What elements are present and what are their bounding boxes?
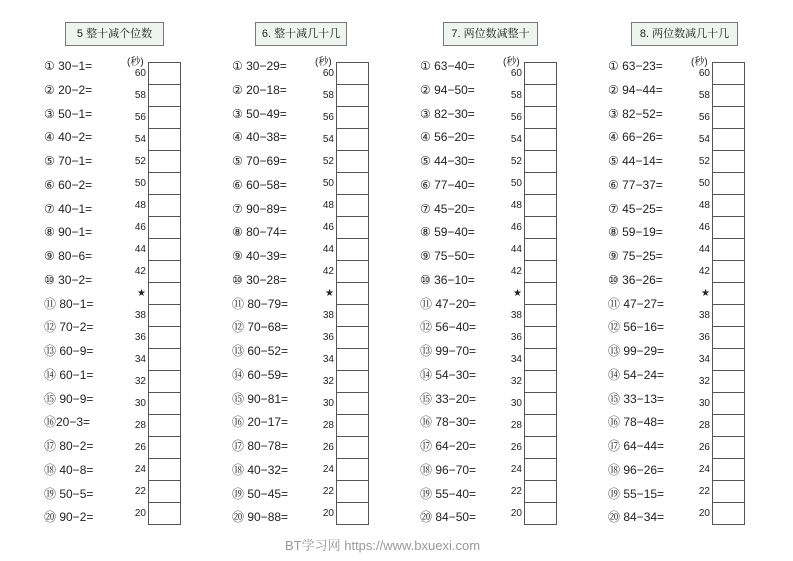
problem: ⑰ 80−2= [44,439,94,453]
problem: ⑫ 56−16= [608,320,665,335]
timer-cell[interactable] [149,393,180,415]
timer-cell[interactable] [337,459,368,481]
timer-cell[interactable] [713,481,744,503]
timer-cell[interactable] [525,437,556,459]
scale-label: 32 [322,376,334,387]
problem: ⑭ 60−59= [232,367,289,382]
scale-label: 24 [134,464,146,475]
timer-cell[interactable] [149,481,180,503]
unit-label: (秒) [503,57,520,68]
problem: ⑱ 96−70= [420,462,477,477]
unit-label: (秒) [691,57,708,68]
problem: ⑥ 77−40= [420,177,475,192]
timer-cell[interactable] [525,459,556,481]
scale-label: 32 [698,376,710,387]
section-5 [44,0,234,561]
scale-label: 30 [322,398,334,409]
section-7 [420,0,610,561]
scale-label: 34 [322,354,334,365]
timer-cell[interactable] [525,217,556,239]
section-8 [608,0,793,561]
problem: ⑬ 99−29= [608,344,665,358]
problem: ⑲ 50−5= [44,486,94,501]
scale-label: 48 [510,200,522,211]
timer-cell[interactable] [713,459,744,481]
timer-cell[interactable] [337,305,368,327]
scale-label: 46 [510,222,522,233]
timer-cell[interactable] [713,349,744,371]
scale-label: ★ [513,288,522,299]
problem: ⑩ 30−28= [232,272,287,287]
scale-label: 30 [134,398,146,409]
timer-cell[interactable] [713,107,744,129]
timer-box [336,62,369,525]
scale-label: 44 [510,244,522,255]
problem: ⑨ 40−39= [232,249,287,263]
scale-label: ★ [137,288,146,299]
problem: ⑯ 20−17= [232,415,289,430]
problem: ② 94−44= [608,82,663,97]
timer-cell[interactable] [337,151,368,173]
problem: ⑦ 45−25= [608,201,663,216]
problem: ⑮ 90−9= [44,391,94,406]
timer-cell[interactable] [149,195,180,217]
timer-cell[interactable] [525,349,556,371]
scale-label: 22 [698,486,710,497]
problem: ⑳ 90−88= [232,510,289,525]
section-6 [232,0,422,561]
problem: ⑩ 30−2= [44,272,93,287]
problem: ⑤ 70−69= [232,154,287,168]
timer-cell[interactable] [337,415,368,437]
timer-cell[interactable] [337,173,368,195]
scale-label: 20 [510,508,522,519]
timer-cell[interactable] [713,195,744,217]
watermark: BT学习网 https://www.bxuexi.com [285,538,481,553]
scale-label: 36 [134,332,146,343]
scale-label: 20 [134,508,146,519]
scale-label: 48 [322,200,334,211]
scale-label: 34 [698,354,710,365]
timer-cell[interactable] [713,173,744,195]
timer-cell[interactable] [337,503,368,525]
timer-cell[interactable] [149,239,180,261]
timer-cell[interactable] [525,129,556,151]
timer-cell[interactable] [713,63,744,85]
scale-label: 42 [510,266,522,277]
timer-cell[interactable] [525,195,556,217]
scale-label: 26 [322,442,334,453]
problem: ⑮ 33−20= [420,391,477,406]
scale-label: 24 [698,464,710,475]
problem: ⑧ 59−40= [420,225,475,240]
problem: ⑤ 44−30= [420,154,475,168]
scale-label: 36 [322,332,334,343]
timer-cell[interactable] [525,107,556,129]
scale-label: 58 [698,90,710,101]
timer-cell[interactable] [525,305,556,327]
scale-label: 52 [322,156,334,167]
problem: ⑫ 70−68= [232,320,289,335]
problem: ⑪ 80−1= [44,296,94,311]
scale-label: 38 [510,310,522,321]
timer-cell[interactable] [337,283,368,305]
problem: ⑱ 96−26= [608,462,665,477]
timer-cell[interactable] [525,371,556,393]
timer-cell[interactable] [337,371,368,393]
timer-cell[interactable] [525,503,556,525]
scale-label: 28 [134,420,146,431]
timer-cell[interactable] [149,459,180,481]
timer-cell[interactable] [713,85,744,107]
scale-label: 60 [510,68,522,79]
timer-cell[interactable] [713,261,744,283]
scale-label: 34 [510,354,522,365]
timer-cell[interactable] [525,327,556,349]
problem: ④ 66−26= [608,130,663,145]
scale-label: 22 [510,486,522,497]
problem: ⑦ 40−1= [44,201,93,216]
problem: ⑨ 75−50= [420,249,475,263]
problem: ⑩ 36−26= [608,272,663,287]
timer-cell[interactable] [149,261,180,283]
timer-cell[interactable] [149,151,180,173]
timer-cell[interactable] [149,85,180,107]
problem: ⑪ 47−20= [420,296,477,311]
timer-cell[interactable] [337,393,368,415]
scale-label: 30 [698,398,710,409]
scale-label: 38 [322,310,334,321]
scale-label: 22 [322,486,334,497]
scale-label: 36 [510,332,522,343]
timer-cell[interactable] [337,195,368,217]
scale-label: 26 [510,442,522,453]
problem: ⑨ 80−6= [44,249,93,263]
scale-label: 42 [698,266,710,277]
scale-label: 28 [322,420,334,431]
problem: ⑲ 50−45= [232,486,289,501]
timer-box [148,62,181,525]
scale-label: 42 [322,266,334,277]
section-title: 6. 整十减几十几 [255,22,347,46]
scale-label: 44 [698,244,710,255]
problem: ⑬ 99−70= [420,344,477,358]
unit-label: (秒) [127,57,144,68]
unit-label: (秒) [315,57,332,68]
problem: ⑲ 55−15= [608,486,665,501]
scale-label: 48 [698,200,710,211]
problem: ⑯20−3= [44,415,91,430]
timer-cell[interactable] [713,393,744,415]
problem: ⑥ 60−58= [232,177,287,192]
problem: ⑯ 78−30= [420,415,477,430]
problem: ⑳ 84−50= [420,510,477,525]
scale-label: 58 [510,90,522,101]
problem: ⑰ 64−20= [420,439,477,453]
problem: ③ 50−49= [232,106,287,121]
problem: ⑥ 77−37= [608,177,663,192]
problem: ① 30−1= [44,59,93,73]
scale-label: 50 [510,178,522,189]
timer-cell[interactable] [149,415,180,437]
section-title: 8. 两位数减几十几 [631,22,738,46]
problem: ⑧ 80−74= [232,225,287,240]
timer-cell[interactable] [525,261,556,283]
scale-label: 46 [698,222,710,233]
timer-cell[interactable] [149,503,180,525]
timer-cell[interactable] [337,85,368,107]
timer-cell[interactable] [149,283,180,305]
timer-cell[interactable] [713,503,744,525]
timer-cell[interactable] [525,415,556,437]
timer-cell[interactable] [525,173,556,195]
scale-label: 56 [134,112,146,123]
scale-label: 20 [322,508,334,519]
scale-label: 44 [322,244,334,255]
problem: ④ 40−38= [232,130,287,145]
timer-cell[interactable] [713,327,744,349]
problem: ⑬ 60−9= [44,344,94,358]
timer-cell[interactable] [337,481,368,503]
problem: ⑤ 70−1= [44,154,93,168]
timer-box [524,62,557,525]
scale-label: 58 [322,90,334,101]
problem: ⑪ 80−79= [232,296,289,311]
scale-label: 50 [698,178,710,189]
scale-label: ★ [325,288,334,299]
problem: ③ 50−1= [44,106,93,121]
scale-label: 36 [698,332,710,343]
timer-cell[interactable] [149,305,180,327]
timer-cell[interactable] [149,107,180,129]
scale-label: 30 [510,398,522,409]
timer-cell[interactable] [149,129,180,151]
scale-label: 60 [322,68,334,79]
timer-cell[interactable] [713,129,744,151]
problem: ⑬ 60−52= [232,344,289,358]
problem: ⑯ 78−48= [608,415,665,430]
scale-label: 58 [134,90,146,101]
timer-cell[interactable] [525,151,556,173]
scale-label: 52 [134,156,146,167]
problem: ⑨ 75−25= [608,249,663,263]
section-title: 7. 两位数减整十 [443,22,538,46]
timer-cell[interactable] [337,239,368,261]
scale-label: 56 [698,112,710,123]
problem: ① 63−23= [608,59,663,73]
timer-cell[interactable] [337,63,368,85]
scale-label: 24 [510,464,522,475]
timer-cell[interactable] [525,85,556,107]
timer-cell[interactable] [337,349,368,371]
scale-label: 54 [698,134,710,145]
problem: ⑮ 90−81= [232,391,289,406]
timer-cell[interactable] [713,151,744,173]
scale-label: 26 [698,442,710,453]
timer-cell[interactable] [149,173,180,195]
timer-cell[interactable] [337,261,368,283]
problem: ⑭ 60−1= [44,367,94,382]
scale-label: 32 [510,376,522,387]
scale-label: 56 [322,112,334,123]
timer-cell[interactable] [525,239,556,261]
problem: ③ 82−30= [420,106,475,121]
problem: ⑦ 45−20= [420,201,475,216]
timer-cell[interactable] [713,437,744,459]
problem: ② 94−50= [420,82,475,97]
timer-cell[interactable] [525,283,556,305]
scale-label: 56 [510,112,522,123]
scale-label: 26 [134,442,146,453]
problem: ⑧ 90−1= [44,225,93,240]
timer-cell[interactable] [149,371,180,393]
problem: ② 20−2= [44,82,93,97]
problem: ⑱ 40−8= [44,462,94,477]
scale-label: 20 [698,508,710,519]
scale-label: 44 [134,244,146,255]
problem: ④ 56−20= [420,130,475,145]
problem: ⑱ 40−32= [232,462,289,477]
problem: ⑮ 33−13= [608,391,665,406]
problem: ⑰ 64−44= [608,439,665,453]
problem: ① 30−29= [232,59,287,73]
scale-label: 46 [134,222,146,233]
scale-label: 34 [134,354,146,365]
scale-label: 32 [134,376,146,387]
scale-label: 60 [698,68,710,79]
timer-cell[interactable] [713,239,744,261]
section-title: 5 整十减个位数 [65,22,164,46]
problem: ⑧ 59−19= [608,225,663,240]
timer-cell[interactable] [713,305,744,327]
timer-cell[interactable] [713,217,744,239]
problem: ⑦ 90−89= [232,201,287,216]
scale-label: 50 [322,178,334,189]
timer-cell[interactable] [337,327,368,349]
timer-cell[interactable] [713,283,744,305]
scale-label: 42 [134,266,146,277]
scale-label: 54 [510,134,522,145]
problem: ⑪ 47−27= [608,296,665,311]
problem: ⑤ 44−14= [608,154,663,168]
problem: ⑰ 80−78= [232,439,289,453]
timer-cell[interactable] [525,393,556,415]
problem: ② 20−18= [232,82,287,97]
problem: ⑳ 90−2= [44,510,94,525]
problem: ① 63−40= [420,59,475,73]
timer-cell[interactable] [149,63,180,85]
scale-label: 50 [134,178,146,189]
problem: ⑫ 56−40= [420,320,477,335]
timer-cell[interactable] [149,349,180,371]
timer-cell[interactable] [525,63,556,85]
timer-box [712,62,745,525]
timer-cell[interactable] [149,327,180,349]
scale-label: 52 [698,156,710,167]
timer-cell[interactable] [713,371,744,393]
timer-cell[interactable] [713,415,744,437]
scale-label: 46 [322,222,334,233]
problem: ⑭ 54−24= [608,367,665,382]
problem: ⑥ 60−2= [44,177,93,192]
problem: ⑳ 84−34= [608,510,665,525]
timer-cell[interactable] [149,217,180,239]
problem: ⑩ 36−10= [420,272,475,287]
scale-label: 38 [134,310,146,321]
scale-label: 24 [322,464,334,475]
problem: ⑫ 70−2= [44,320,94,335]
scale-label: 48 [134,200,146,211]
timer-cell[interactable] [525,481,556,503]
scale-label: 54 [322,134,334,145]
timer-cell[interactable] [149,437,180,459]
scale-label: 28 [510,420,522,431]
scale-label: 54 [134,134,146,145]
scale-label: 22 [134,486,146,497]
problem: ⑭ 54−30= [420,367,477,382]
scale-label: ★ [701,288,710,299]
timer-cell[interactable] [337,107,368,129]
scale-label: 52 [510,156,522,167]
scale-label: 38 [698,310,710,321]
problem: ④ 40−2= [44,130,93,145]
timer-cell[interactable] [337,129,368,151]
timer-cell[interactable] [337,217,368,239]
problem: ⑲ 55−40= [420,486,477,501]
scale-label: 28 [698,420,710,431]
timer-cell[interactable] [337,437,368,459]
problem: ③ 82−52= [608,106,663,121]
scale-label: 60 [134,68,146,79]
